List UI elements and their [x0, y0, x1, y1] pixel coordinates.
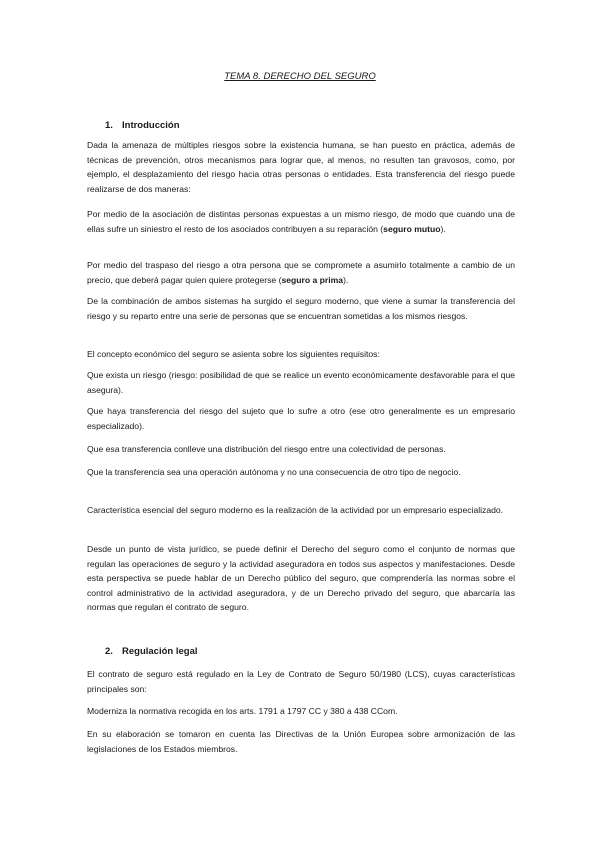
paragraph: Que la transferencia sea una operación autónoma y no una consecuencia de otro tipo de negocio. [87, 467, 461, 477]
paragraph: De la combinación de ambos sistemas ha surgido el seguro moderno, que viene a sumar la transferencia del riesgo y su reparto entre una serie de personas que se encuentran sometidas a los mismos riesgos. [87, 296, 515, 321]
paragraph: Que haya transferencia del riesgo del sujeto que lo sufre a otro (ese otro generalmente es un empresario especializado). [87, 406, 515, 431]
paragraph: Que exista un riesgo (riesgo: posibilidad de que se realice un evento económicamente desfavorable para el que asegura). [87, 370, 515, 395]
document-title: TEMA 8. DERECHO DEL SEGURO [224, 71, 376, 82]
bold-term: seguro a prima [281, 274, 344, 285]
section-heading-text: Introducción [122, 120, 180, 131]
paragraph: Moderniza la normativa recogida en los arts. 1791 a 1797 CC y 380 a 438 CCom. [87, 706, 398, 716]
section-number: 1. [105, 120, 113, 131]
paragraph-text: Por medio de la asociación de distintas personas expuestas a un mismo riesgo, de modo que cuando una de ellas sufre un siniestro el resto de los asociados contribuyen a su reparación ( [87, 209, 515, 234]
section-heading-regulacion-legal [105, 646, 198, 657]
paragraph: Característica esencial del seguro moderno es la realización de la actividad por un empresario especializado. [87, 505, 504, 515]
paragraph-text: ). [440, 223, 446, 234]
section-heading-text: Regulación legal [122, 646, 198, 657]
paragraph: Que esa transferencia conlleve una distribución del riesgo entre una colectividad de personas. [87, 444, 446, 454]
section-number: 2. [105, 646, 113, 657]
paragraph: Desde un punto de vista jurídico, se puede definir el Derecho del seguro como el conjunto de normas que regulan las operaciones de seguro y la actividad aseguradora en todos sus aspectos y manifestaciones. Desde esta perspectiva se puede hablar de un Derecho público del seguro, que comprendería las normas sobre el control administrativo de la actividad aseguradora, y de un Derecho privado del seguro, que abarcaría las normas que regulan el contrato de seguro. [87, 544, 515, 613]
paragraph [87, 258, 515, 287]
paragraph-text: Por medio del traspaso del riesgo a otra persona que se compromete a asumirlo totalmente a cambio de un precio, que deberá pagar quien quiere protegerse ( [87, 260, 515, 285]
paragraph [87, 207, 515, 236]
section-heading-introduccion [105, 120, 180, 131]
paragraph: Dada la amenaza de múltiples riesgos sobre la existencia humana, se han puesto en práctica, además de técnicas de prevención, otros mecanismos para lograr que, al menos, no resulten tan gravosos, como, por ejemplo, el desplazamiento del riesgo hacia otras personas o entidades. Esta transferencia del riesgo puede realizarse de dos maneras: [87, 140, 515, 194]
paragraph: El concepto económico del seguro se asienta sobre los siguientes requisitos: [87, 349, 380, 359]
paragraph: En su elaboración se tomaron en cuenta las Directivas de la Unión Europea sobre armonización de las legislaciones de los Estados miembros. [87, 729, 515, 754]
paragraph: El contrato de seguro está regulado en la Ley de Contrato de Seguro 50/1980 (LCS), cuyas características principales son: [87, 669, 515, 694]
bold-term: seguro mutuo [383, 223, 441, 234]
paragraph-text: ). [343, 274, 349, 285]
